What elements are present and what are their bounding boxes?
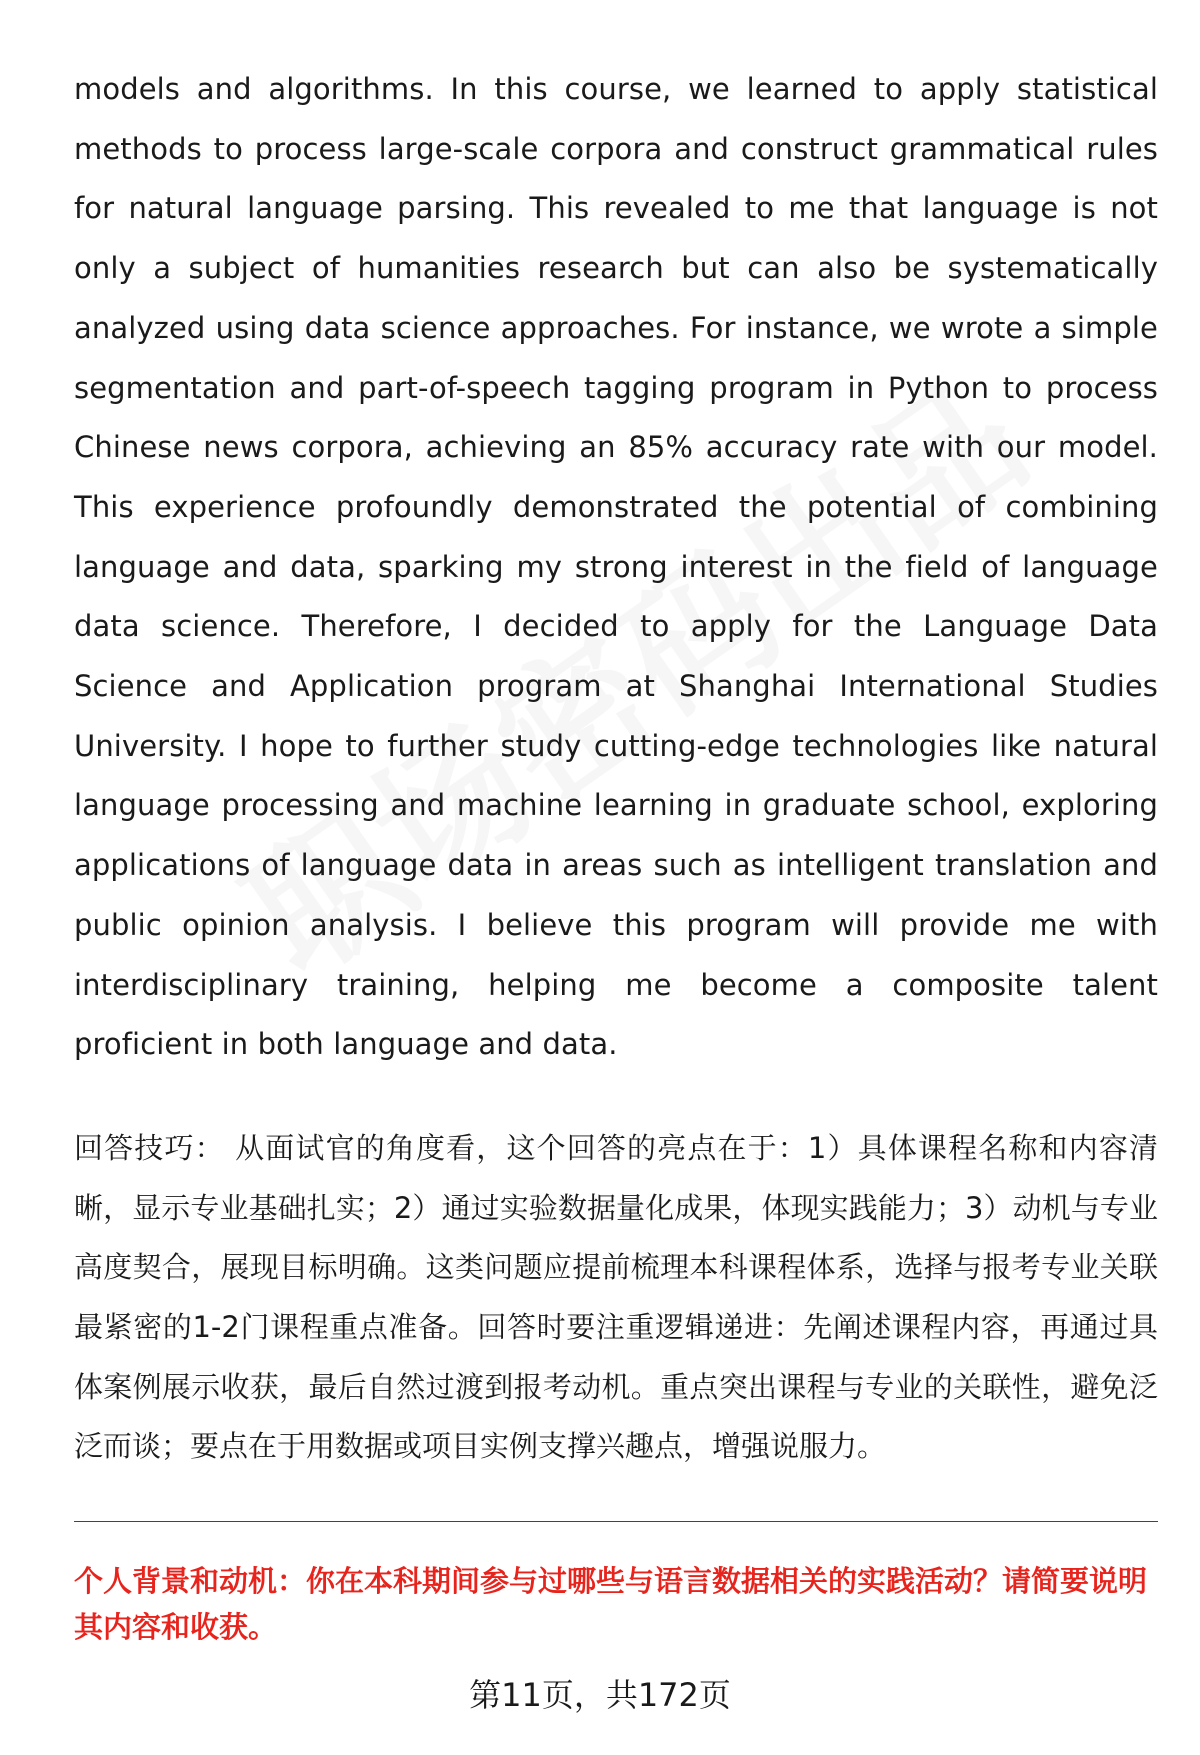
- question-heading: 个人背景和动机：你在本科期间参与过哪些与语言数据相关的实践活动？请简要说明其内容和收获。: [74, 1564, 1148, 1645]
- answer-paragraph: models and algorithms. In this course, we learned to apply statistical methods to process large-scale corpora and construct grammatical rules for natural language parsing. This revealed to me that language is not only a subject of humanities research but can also be systematically analyzed using data science approaches. For instance, we wrote a simple segmentation and part-of-speech tagging program in Python to process Chinese news corpora, achieving an 85% accuracy rate with our model. This experience profoundly demonstrated the potential of combining language and data, sparking my strong interest in the field of language data science. Therefore, I decided to apply for the Language Data Science and Application program at Shanghai International Studies University. I hope to further study cutting-edge technologies like natural language processing and machine learning in graduate school, exploring applications of language data in areas such as intelligent translation and public opinion analysis. I believe this program will provide me with interdisciplinary training, helping me become a composite talent proficient in both language and data.: [74, 72, 1158, 1062]
- page-number: 第11页，共172页: [469, 1676, 731, 1714]
- section-divider: [74, 1521, 1158, 1522]
- tip-text: 从面试官的角度看，这个回答的亮点在于：1）具体课程名称和内容清晰，显示专业基础扎实；2）通过实验数据量化成果，体现实践能力；3）动机与专业高度契合，展现目标明确。这类问题应提前梳理本科课程体系，选择与报考专业关联最紧密的1-2门课程重点准备。回答时要注重逻辑递进：先阐述课程内容，再通过具体案例展示收获，最后自然过渡到报考动机。重点突出课程与专业的关联性，避免泛泛而谈；要点在于用数据或项目实例支撑兴趣点，增强说服力。: [74, 1130, 1159, 1464]
- tip-label: 回答技巧：: [74, 1130, 225, 1165]
- document-page: [74, 60, 1158, 1650]
- answer-tips: [74, 1119, 1158, 1477]
